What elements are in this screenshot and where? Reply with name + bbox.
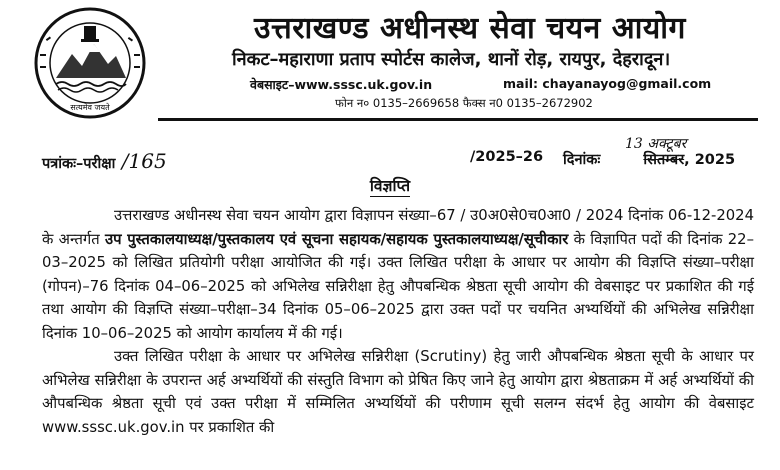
- notice-body: [42, 204, 754, 439]
- paragraph-2: उक्त लिखित परीक्षा के आधार पर अभिलेख सन्निरीक्षा (Scrutiny) हेतु जारी औपबन्धिक श्रेष्ठता सूची के आधार पर अभिलेख सन्निरीक्षा के उपरान्त अर्ह अभ्यर्थियों की संस्तुति विभाग को प्रेषित किए जाने हेतु आयोग द्वारा श्रेष्ठताक्रम में अर्ह अभ्यर्थियों की औपबन्धिक श्रेष्ठता सूची एवं उक्त परीक्षा में सम्मिलित अभ्यर्थियों की परीणाम सूची सलग्न संदर्भ हेतु आयोग की वेबसाइट www.sssc.uk.gov.in पर प्रकाशित की: [42, 348, 754, 436]
- phone-fax-text: फोन न० 0135–2669658 फैक्स न0 0135–2672902: [335, 96, 593, 110]
- organization-title: उत्तराखण्ड अधीनस्थ सेवा चयन आयोग: [254, 11, 686, 46]
- paragraph-1-end: के विज्ञापित पदों की दिनांक 22–03–2025 को लिखित प्रतियोगी परीक्षा आयोजित की गई। उक्त लिखित परीक्षा के आधार पर आयोग की विज्ञप्ति संख्या–परीक्षा (गोपन)–76 दिनांक 04–06–2025 को अभिलेख सन्निरीक्षा हेतु औपबन्धिक श्रेष्ठता सूची आयोग की वेबसाइट पर प्रकाशित की गई तथा आयोग की विज्ञप्ति संख्या–परीक्षा–34 दिनांक 05–06–2025 द्वारा उक्त पदों पर चयनित अभ्यर्थियों की अभिलेख सन्निरीक्षा दिनांक 10–06–2025 को आयोग कार्यालय में की गई।: [42, 230, 754, 342]
- seal-motto: सत्यमेव जयते: [70, 103, 110, 112]
- reference-year: /2025–26: [470, 149, 544, 165]
- paragraph-1-start: उत्तराखण्ड अधीनस्थ सेवा चयन आयोग द्वारा विज्ञापन संख्या–67 / उ0अ0से0च0आ0 / 2024 दिनांक 06-12-2024 के अन्तर्गत: [42, 207, 754, 248]
- handwritten-date: 13 अक्टूबर: [625, 136, 687, 152]
- date-struck-month: सितम्बर: [643, 152, 685, 168]
- date-year: , 2025: [684, 152, 736, 168]
- reference-handwritten-slash: /: [115, 149, 129, 173]
- website-text: वेबसाइट–www.sssc.uk.gov.in: [250, 77, 433, 92]
- reference-number: [42, 149, 167, 173]
- email-text: mail: chayanayog@gmail.com: [503, 76, 712, 91]
- post-names: उप पुस्तकालयाध्यक्ष/पुस्तकालय एवं सूचना सहायक/सहायक पुस्तकालयाध्यक्ष/सूचीकार: [104, 230, 569, 248]
- organization-address: निकट–महाराणा प्रताप स्पोर्टस कालेज, थानों रोड़, रायपुर, देहरादून।: [232, 49, 671, 70]
- header-divider: [158, 118, 758, 121]
- reference-label: पत्रांकः–परीक्षा: [42, 156, 116, 172]
- date-label: दिनांकः: [563, 152, 601, 168]
- commission-seal-logo: [26, 4, 154, 122]
- paragraph-1: [42, 204, 754, 345]
- notice-heading-text: विज्ञप्ति: [369, 177, 411, 195]
- notice-heading: [0, 174, 780, 196]
- reference-handwritten-number: 165: [128, 149, 167, 173]
